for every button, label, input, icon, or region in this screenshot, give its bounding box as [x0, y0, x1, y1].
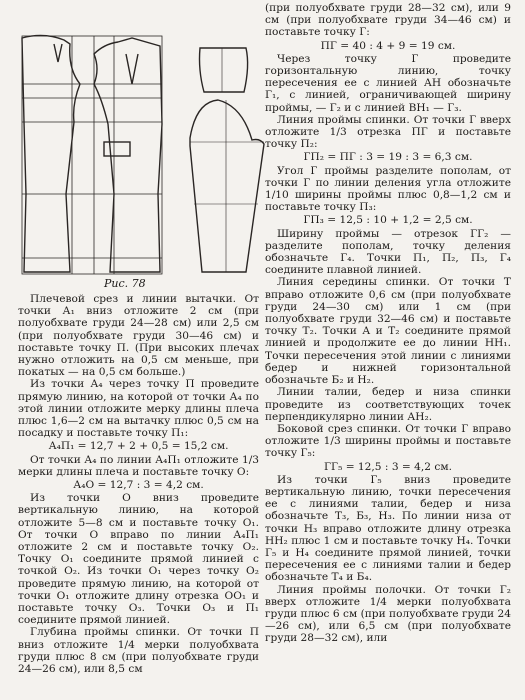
paragraph: Из точки О вниз проведите вертикальную линию, на которой отложите 5—8 см и поставьте точку О₁. От точки О вправо по линии А₄П₁ отложите 2 см и поставьте точку О₂. Точку О₁ соедините прямой линией с точкой О₂. Из точки О₁ через точку О₂ проведите прямую линию, на которой от точки О₁ отложите длину отрезка ОО₁ и поставьте точку О₃. Точки О₃ и П₁ соедините прямой линией.: [18, 492, 259, 627]
formula: А₄О = 12,7 : 3 = 4,2 см.: [73, 479, 204, 492]
paragraph: Глубина проймы спинки. От точки П вниз отложите 1/4 мерки полуобхвата груди плюс 8 см (при полуобхвате груди 24—26 см), или 8,5 см: [18, 626, 259, 676]
back-piece-outline: [22, 35, 80, 272]
front-piece-outline: [94, 38, 162, 272]
paragraph: Линии талии, бедер и низа спинки проведите из соответствующих точек перпендикулярно линии АН₂.: [265, 386, 511, 423]
formula: ПГ = 40 : 4 + 9 = 19 см.: [320, 39, 456, 52]
paragraph: Через точку Г проведите горизонтальную линию, точку пересечения ее с линией АН обозначьте Г₁, с линией, ограничивающей ширину проймы, — Г₂ и с линией ВН₁ — Г₃.: [265, 52, 511, 114]
paragraph: Угол Г проймы разделите пополам, от точки Г по линии деления угла отложите 1/10 ширины проймы плюс 0,8—1,2 см и поставьте точку П₃:: [265, 164, 511, 214]
paragraph: Из точки А₄ через точку П проведите прямую линию, на которой от точки А₄ по этой линии отложите мерку длины плеча плюс 1,6—2 см на вытачку плюс 0,5 см на посадку и поставьте точку П₁:: [18, 378, 259, 440]
paragraph: Ширину проймы — отрезок ГГ₂ — разделите пополам, точку деления обозначьте Г₄. Точки П₁, П₂, П₃, Г₄ соедините плавной линией.: [265, 227, 511, 277]
paragraph: Линия середины спинки. От точки Т вправо отложите 0,6 см (при полуобхвате груди 24—30 см) или 1 см (при полуобхвате груди 32—46 см) и поставьте точку Т₂. Точки А и Т₂ соедините прямой линией и продолжите ее до линии НН₁. Точки пересечения этой линии с линиями бедер и нижней горизонтальной обозначьте Б₂ и Н₂.: [265, 276, 511, 387]
paragraph: Линия проймы полочки. От точки Г₂ вверх отложите 1/4 мерки полуобхвата груди плюс 6 см (при полуобхвате груди 24—26 см), или 6,5 см (при полуобхвате груди 28—32 см), или: [265, 583, 511, 645]
figure-caption: Рис. 78: [104, 277, 146, 290]
paragraph: Линия проймы спинки. От точки Г вверх отложите 1/3 отрезка ПГ и поставьте точку П₂:: [265, 113, 511, 151]
formula: ГГ₅ = 12,5 : 3 = 4,2 см.: [324, 460, 452, 473]
formula: ГП₃ = 12,5 : 10 + 1,2 = 2,5 см.: [303, 214, 473, 227]
collar-drawing: [200, 48, 248, 92]
left-text-column: [18, 293, 259, 675]
paragraph: Боковой срез спинки. От точки Г вправо отложите 1/3 ширины проймы и поставьте точку Г₅:: [265, 422, 511, 460]
sleeve-drawing: [190, 100, 264, 272]
right-text-column: [265, 2, 511, 645]
formula: ГП₂ = ПГ : 3 = 19 : 3 = 6,3 см.: [303, 151, 473, 164]
paragraph: Из точки Г₅ вниз проведите вертикальную линию, точки пересечения ее с линиями талии, бедер и низа обозначьте Т₃, Б₃, Н₃. По линии низа от точки Н₃ вправо отложите длину отрезка НН₂ плюс 1 см и поставьте точку Н₄. Точки Г₅ и Н₄ соедините прямой линией, точки пересечения ее с линиями талии и бедер обозначьте Т₄ и Б₄.: [265, 473, 511, 584]
pattern-grid: [22, 36, 162, 274]
formula: А₄П₁ = 12,7 + 2 + 0,5 = 15,2 см.: [48, 440, 229, 453]
paragraph: (при полуобхвате груди 28—32 см), или 9 см (при полуобхвате груди 34—46 см) и поставьте точку Г:: [265, 2, 511, 39]
paragraph: От точки А₄ по линии А₄П₁ отложите 1/3 мерки длины плеча и поставьте точку О:: [18, 453, 259, 478]
paragraph: Плечевой срез и линии вытачки. От точки А₁ вниз отложите 2 см (при полуобхвате груди 24—28 см) или 2,5 см (при полуобхвате груди 30—46 см) и поставьте точку П. (При высоких плечах нужно отложить на 0,5 см меньше, при покатых — на 0,5 см больше.): [18, 293, 259, 379]
